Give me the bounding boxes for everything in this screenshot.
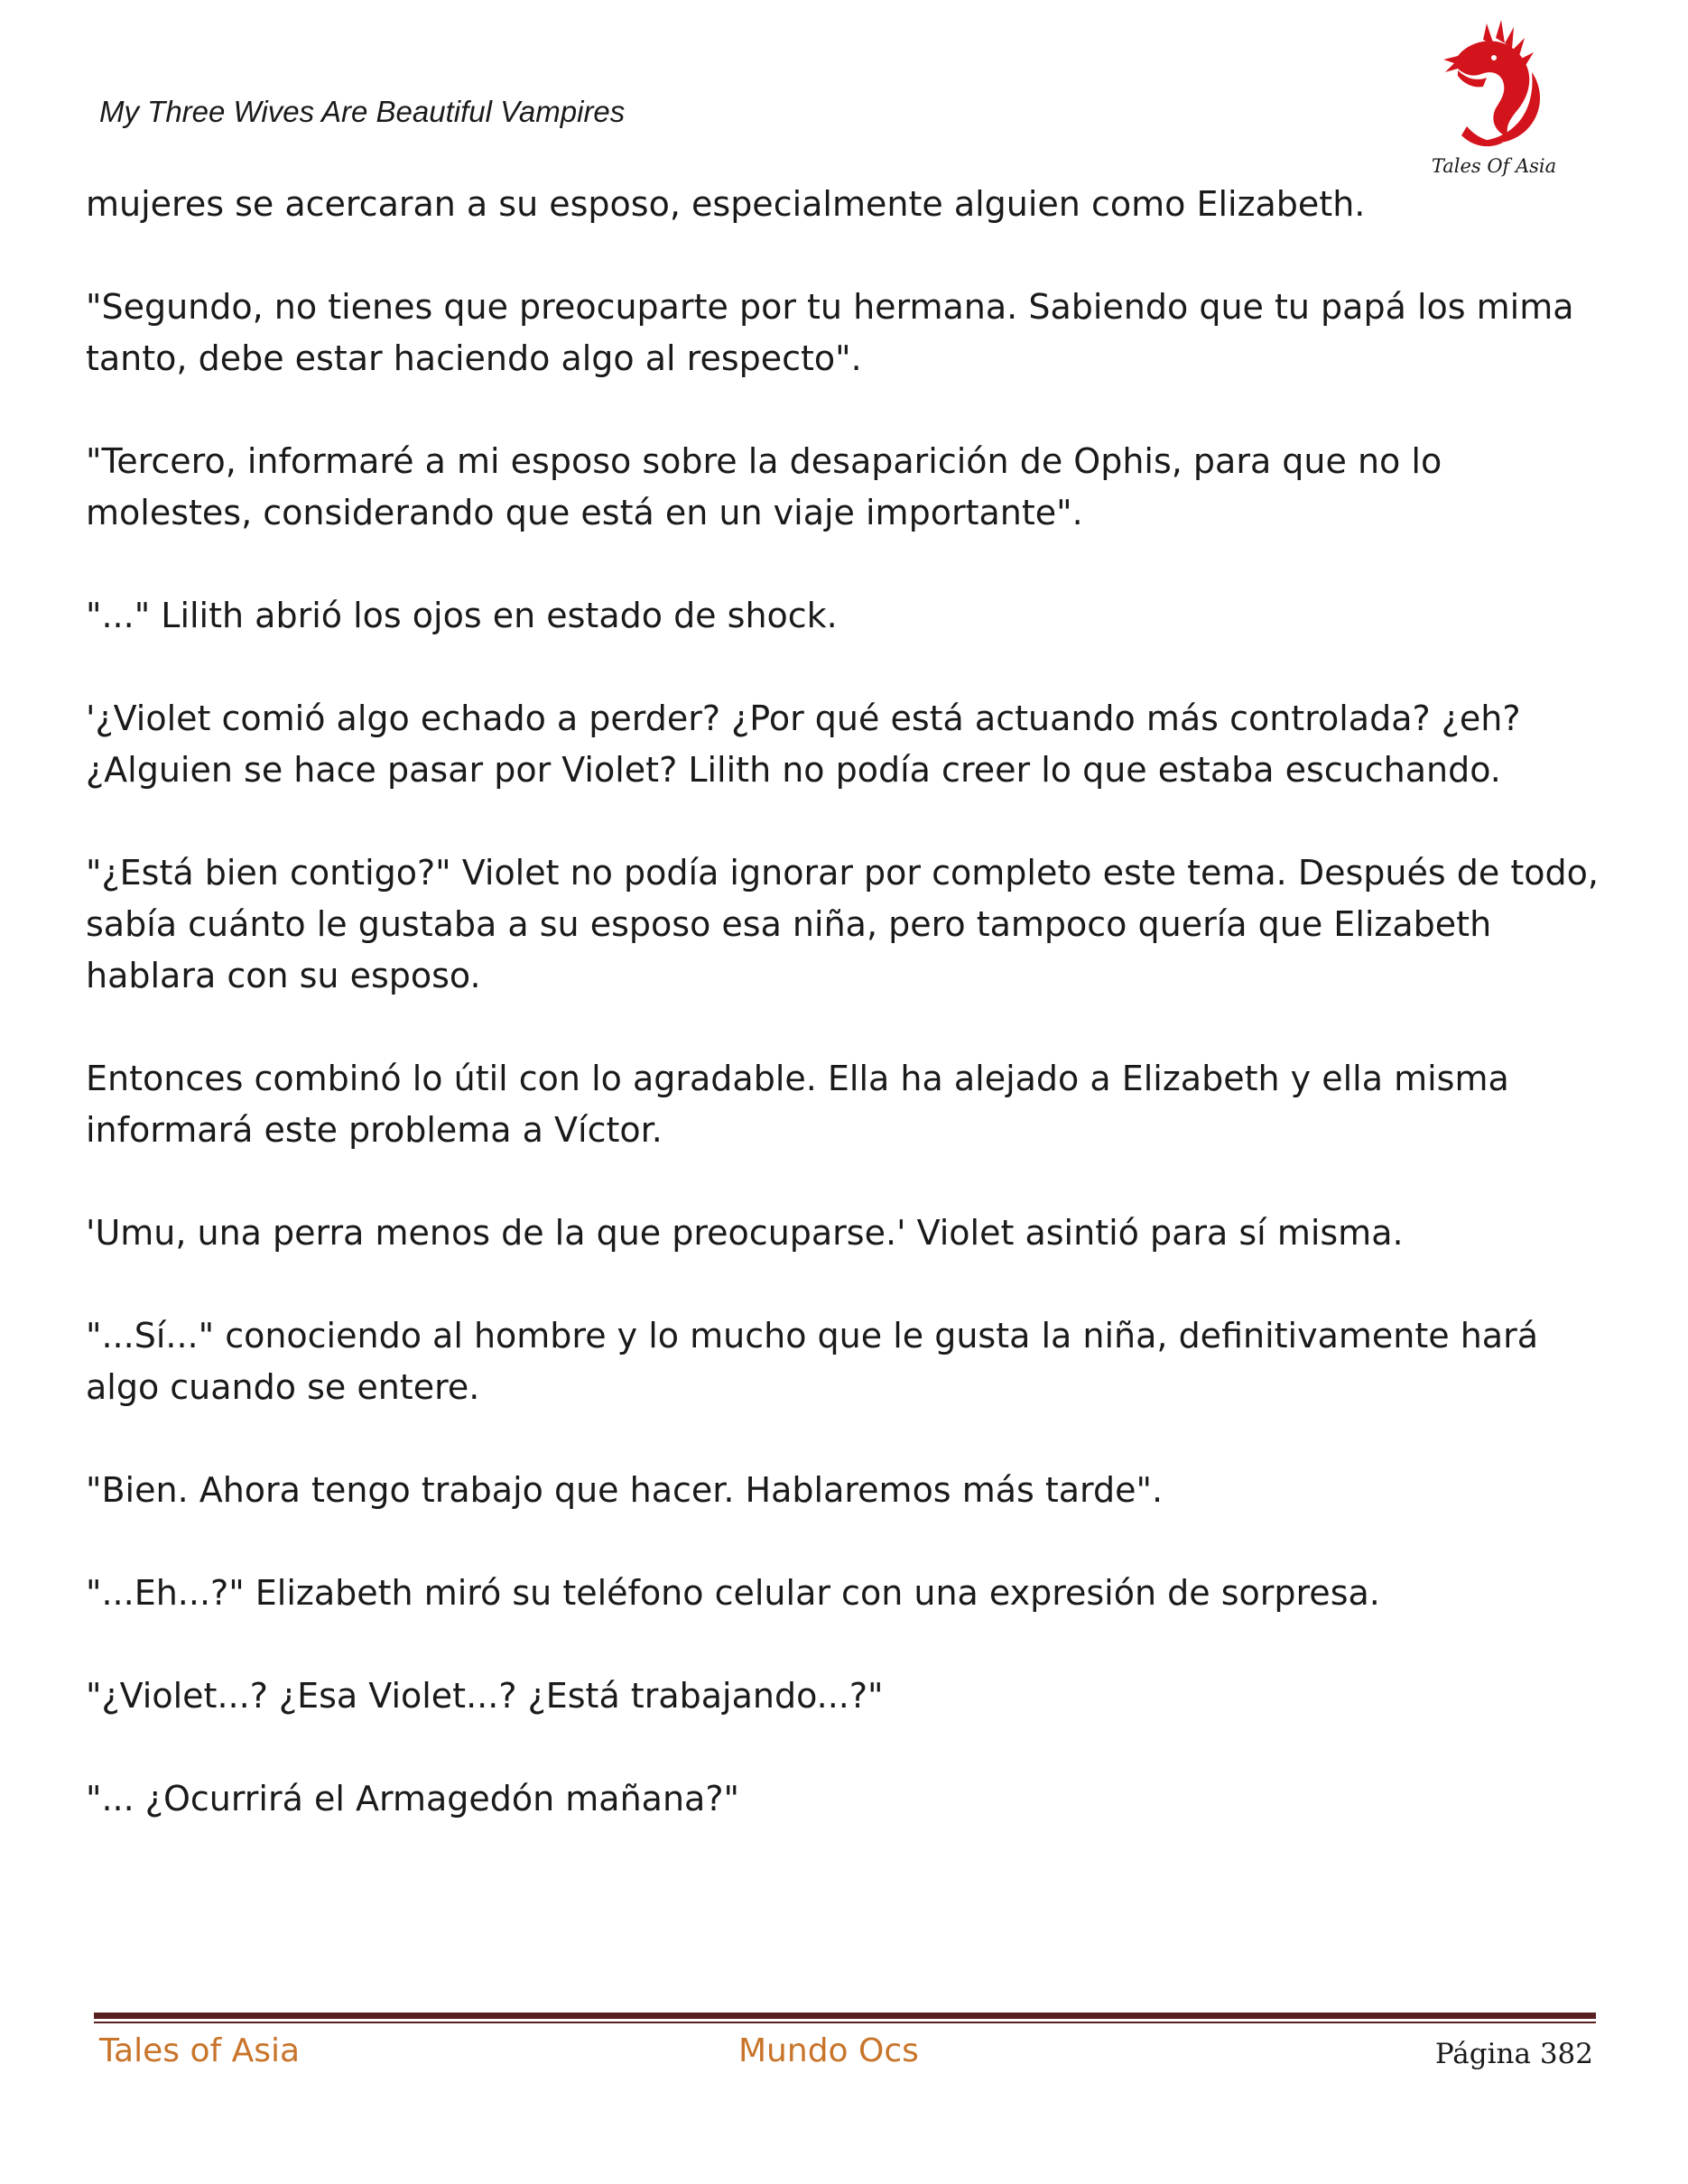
footer-center-label: Mundo Ocs [738, 2032, 919, 2069]
paragraph: "... ¿Ocurrirá el Armagedón mañana?" [86, 1779, 739, 1818]
paragraph: mujeres se acercaran a su esposo, especialmente alguien como Elizabeth. [86, 184, 1366, 224]
logo-text: Tales Of Asia [1431, 155, 1557, 177]
page-number: Página 382 [1434, 2038, 1593, 2070]
paragraph: "..." Lilith abrió los ojos en estado de shock. [86, 596, 838, 635]
paragraph: "Segundo, no tienes que preocuparte por tu hermana. Sabiendo que tu papá los mima tanto, debe estar haciendo algo al respecto". [86, 287, 1574, 378]
paragraph: Entonces combinó lo útil con lo agradable. Ella ha alejado a Elizabeth y ella misma informará este problema a Víctor. [86, 1059, 1509, 1150]
paragraph: "...Eh...?" Elizabeth miró su teléfono celular con una expresión de sorpresa. [86, 1573, 1380, 1613]
paragraph: 'Umu, una perra menos de la que preocuparse.' Violet asintió para sí misma. [86, 1213, 1404, 1253]
footer-divider [94, 2013, 1596, 2023]
page-body [86, 179, 1611, 1876]
paragraph: '¿Violet comió algo echado a perder? ¿Por qué está actuando más controlada? ¿eh? ¿Alguien se hace pasar por Violet? Lilith no podía creer lo que estaba escuchando. [86, 699, 1521, 790]
paragraph: "¿Está bien contigo?" Violet no podía ignorar por completo este tema. Después de todo, sabía cuánto le gustaba a su esposo esa niña, pero tampoco quería que Elizabeth hablara con su esposo. [86, 853, 1599, 995]
paragraph: "¿Violet...? ¿Esa Violet...? ¿Está trabajando...?" [86, 1676, 884, 1716]
footer-publisher: Tales of Asia [99, 2032, 301, 2069]
publisher-logo [1431, 18, 1557, 180]
paragraph: "Tercero, informaré a mi esposo sobre la desaparición de Ophis, para que no lo molestes, considerando que está en un viaje importante". [86, 441, 1442, 532]
running-header-title: My Three Wives Are Beautiful Vampires [99, 95, 626, 128]
paragraph: "Bien. Ahora tengo trabajo que hacer. Hablaremos más tarde". [86, 1470, 1164, 1510]
red-dragon-icon [1431, 18, 1557, 153]
paragraph: "...Sí..." conociendo al hombre y lo mucho que le gusta la niña, definitivamente hará algo cuando se entere. [86, 1316, 1538, 1407]
